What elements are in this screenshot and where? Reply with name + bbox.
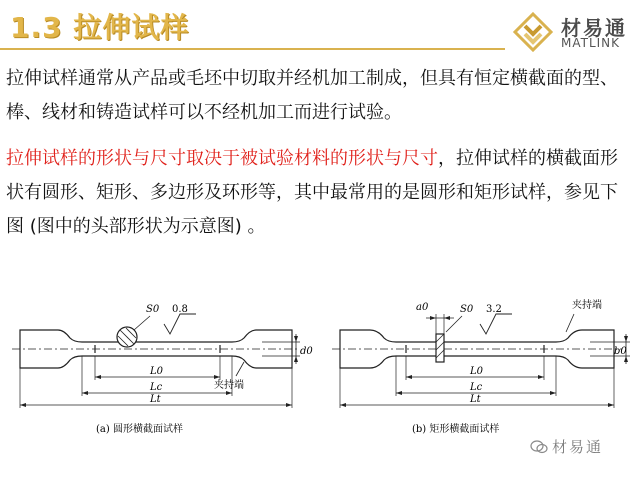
paragraph-1: 拉伸试样通常从产品或毛坯中切取并经机加工制成，但具有恒定横截面的型、棒、线材和铸造试样可以不经机加工而进行试验。 (6, 68, 618, 123)
specimen-drawings (0, 290, 640, 440)
diamond-chevron-icon (513, 12, 553, 52)
rect-b0-label: b0 (614, 346, 627, 357)
round-lt-label: Lt (150, 394, 161, 405)
round-d0-label: d0 (300, 346, 313, 357)
wechat-icon (530, 440, 548, 454)
round-lc-label: Lc (150, 382, 163, 393)
rect-lc-label: Lc (470, 382, 483, 393)
round-caption: (a) 圆形横截面试样 (96, 424, 183, 435)
slide-title: 1.3 拉伸试样 (10, 11, 190, 44)
title-underline (0, 48, 505, 50)
logo-text-en: MATLINK (561, 36, 621, 50)
specimen-figure (0, 290, 640, 450)
paragraph-2-rest: ，拉伸试样的横截面形状有圆形、矩形、多边形及环形等，其中最常用的是圆形和矩形试样，参见下图 (图中的头部形状为示意图) 。 (6, 148, 618, 237)
rect-caption: (b) 矩形横截面试样 (412, 424, 500, 435)
rect-specimen-drawing (332, 314, 630, 408)
paragraph-2 (6, 142, 634, 244)
round-grip-label: 夹持端 (214, 380, 244, 391)
watermark (530, 436, 603, 457)
logo-text-cn: 材易通 (561, 16, 627, 40)
rect-a0-label: a0 (416, 302, 429, 313)
rect-roughness-label: 3.2 (486, 304, 502, 315)
rect-lt-label: Lt (470, 394, 481, 405)
watermark-text: 材易通 (552, 438, 604, 456)
rect-grip-label: 夹持端 (572, 300, 602, 311)
round-l0-label: L0 (150, 366, 164, 377)
rect-s0-label: S0 (460, 304, 474, 315)
rect-l0-label: L0 (470, 366, 484, 377)
highlight-text: 拉伸试样的形状与尺寸取决于被试验材料的形状与尺寸 (6, 148, 438, 169)
round-roughness-label: 0.8 (172, 304, 188, 315)
round-s0-label: S0 (146, 304, 160, 315)
slide-header (0, 0, 640, 62)
